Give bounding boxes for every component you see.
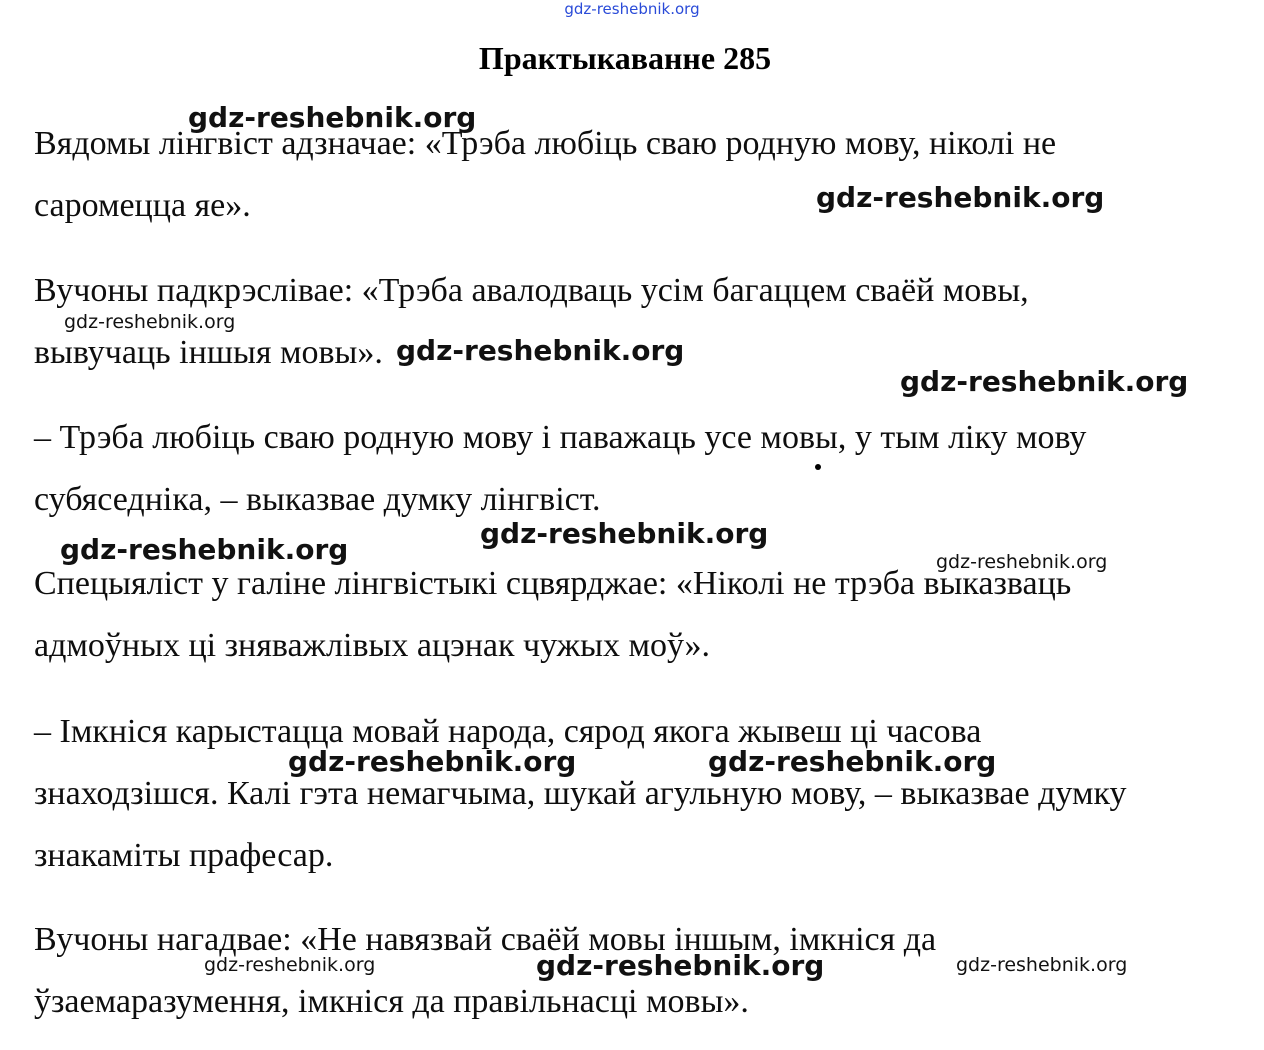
watermark: gdz-reshebnik.org — [60, 533, 349, 566]
watermark-top: gdz-reshebnik.org — [564, 0, 700, 18]
text-line: ўзаемаразумення, імкніся да правільнасці мовы». — [34, 983, 749, 1020]
watermark: gdz-reshebnik.org — [708, 745, 997, 778]
watermark: gdz-reshebnik.org — [396, 334, 685, 367]
watermark: gdz-reshebnik.org — [536, 949, 825, 982]
page-title: Практыкаванне 285 — [478, 40, 772, 76]
text-line: знаходзішся. Калі гэта немагчыма, шукай агульную мову, – выказвае думку — [34, 775, 1127, 812]
watermark: gdz-reshebnik.org — [816, 181, 1105, 214]
watermark: gdz-reshebnik.org — [956, 954, 1128, 976]
watermark: gdz-reshebnik.org — [64, 311, 236, 333]
watermark: gdz-reshebnik.org — [480, 517, 769, 550]
text-line: вывучаць іншыя мовы». — [34, 334, 383, 371]
watermark: gdz-reshebnik.org — [188, 101, 477, 134]
watermark: gdz-reshebnik.org — [288, 745, 577, 778]
text-line: – Імкніся карыстацца мовай народа, сярод якога жывеш ці часова — [34, 713, 982, 750]
text-line: Вучоны нагадвае: «Не навязвай сваёй мовы іншым, імкніся да — [34, 921, 937, 958]
text-line: Вядомы лінгвіст адзначае: «Трэба любіць сваю родную мову, ніколі не — [34, 125, 1057, 162]
text-line: – Трэба любіць сваю родную мову і паважаць усе мовы, у тым ліку мову — [34, 419, 1087, 456]
stray-dot — [815, 464, 821, 470]
text-line: субяседніка, – выказвае думку лінгвіст. — [34, 481, 601, 518]
text-line: саромецца яе». — [34, 187, 251, 224]
text-line: адмоўных ці зняважлівых ацэнак чужых моў». — [34, 627, 710, 664]
text-line: Вучоны падкрэслівае: «Трэба авалодваць усім багаццем сваёй мовы, — [34, 272, 1029, 309]
watermark: gdz-reshebnik.org — [204, 954, 376, 976]
text-line: Спецыяліст у галіне лінгвістыкі сцвярджае: «Ніколі не трэба выказваць — [34, 565, 1072, 602]
text-line: знакаміты прафесар. — [34, 837, 334, 874]
watermark: gdz-reshebnik.org — [936, 551, 1108, 573]
watermark: gdz-reshebnik.org — [900, 365, 1189, 398]
